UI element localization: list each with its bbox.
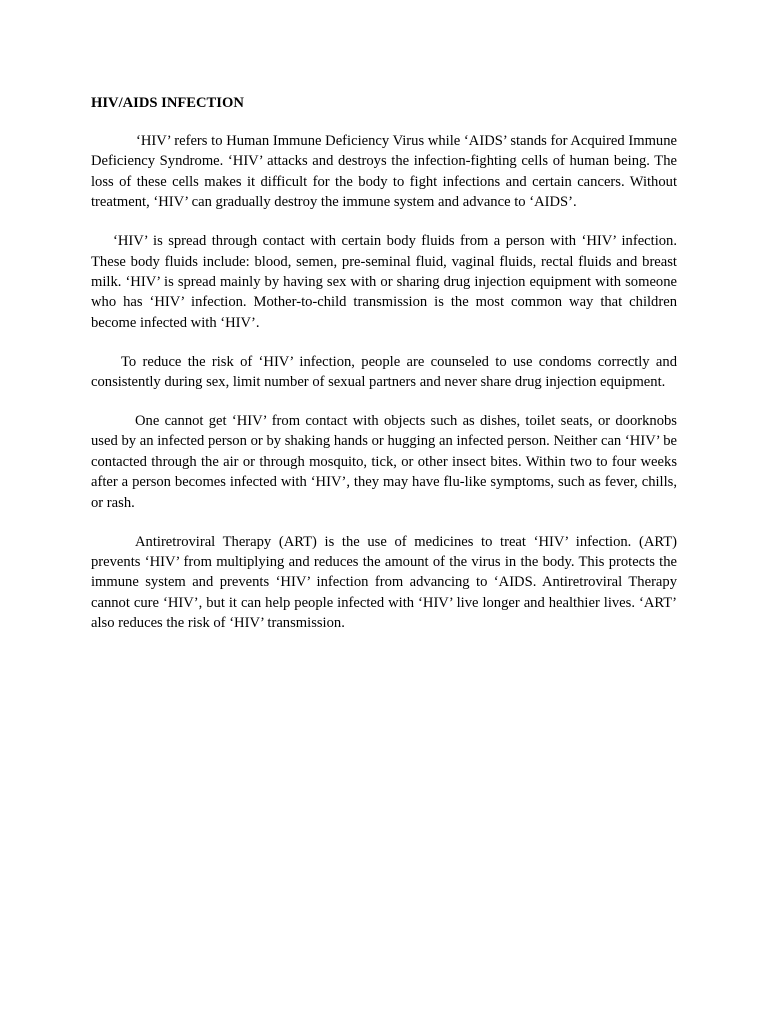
document-body (91, 93, 677, 652)
paragraph-transmission: ‘HIV’ is spread through contact with certain body fluids from a person with ‘HIV’ infection. These body fluids include: blood, semen, pre-seminal fluid, vaginal fluids, rectal fluids and breast milk. ‘HIV’ is spread mainly by having sex with or sharing drug injection equipment with someone who has ‘HIV’ infection. Mother-to-child transmission is the most common way that children become infected with ‘HIV’. (91, 233, 677, 331)
paragraph-risk-reduction: To reduce the risk of ‘HIV’ infection, people are counseled to use condoms correctly and consistently during sex, limit number of sexual partners and never share drug injection equipment. (91, 353, 677, 391)
document-title: HIV/AIDS INFECTION (91, 95, 244, 111)
paragraph-hiv-definition: ‘HIV’ refers to Human Immune Deficiency Virus while ‘AIDS’ stands for Acquired Immune Deficiency Syndrome. ‘HIV’ attacks and destroys the infection-fighting cells of human being. The loss of these cells makes it difficult for the body to fight infections and certain cancers. Without treatment, ‘HIV’ can gradually destroy the immune system and advance to ‘AIDS’. (91, 133, 677, 211)
paragraph-non-transmission: One cannot get ‘HIV’ from contact with objects such as dishes, toilet seats, or doorknobs used by an infected person or by shaking hands or hugging an infected person. Neither can ‘HIV’ be contacted through the air or through mosquito, tick, or other insect bites. Within two to four weeks after a person becomes infected with ‘HIV’, they may have flu-like symptoms, such as fever, chills, or rash. (91, 412, 677, 511)
paragraph-antiretroviral-therapy: Antiretroviral Therapy (ART) is the use of medicines to treat ‘HIV’ infection. (ART) prevents ‘HIV’ from multiplying and reduces the amount of the virus in the body. This protects the immune system and prevents ‘HIV’ infection from advancing to ‘AIDS. Antiretroviral Therapy cannot cure ‘HIV’, but it can help people infected with ‘HIV’ live longer and healthier lives. ‘ART’ also reduces the risk of ‘HIV’ transmission. (91, 533, 677, 632)
